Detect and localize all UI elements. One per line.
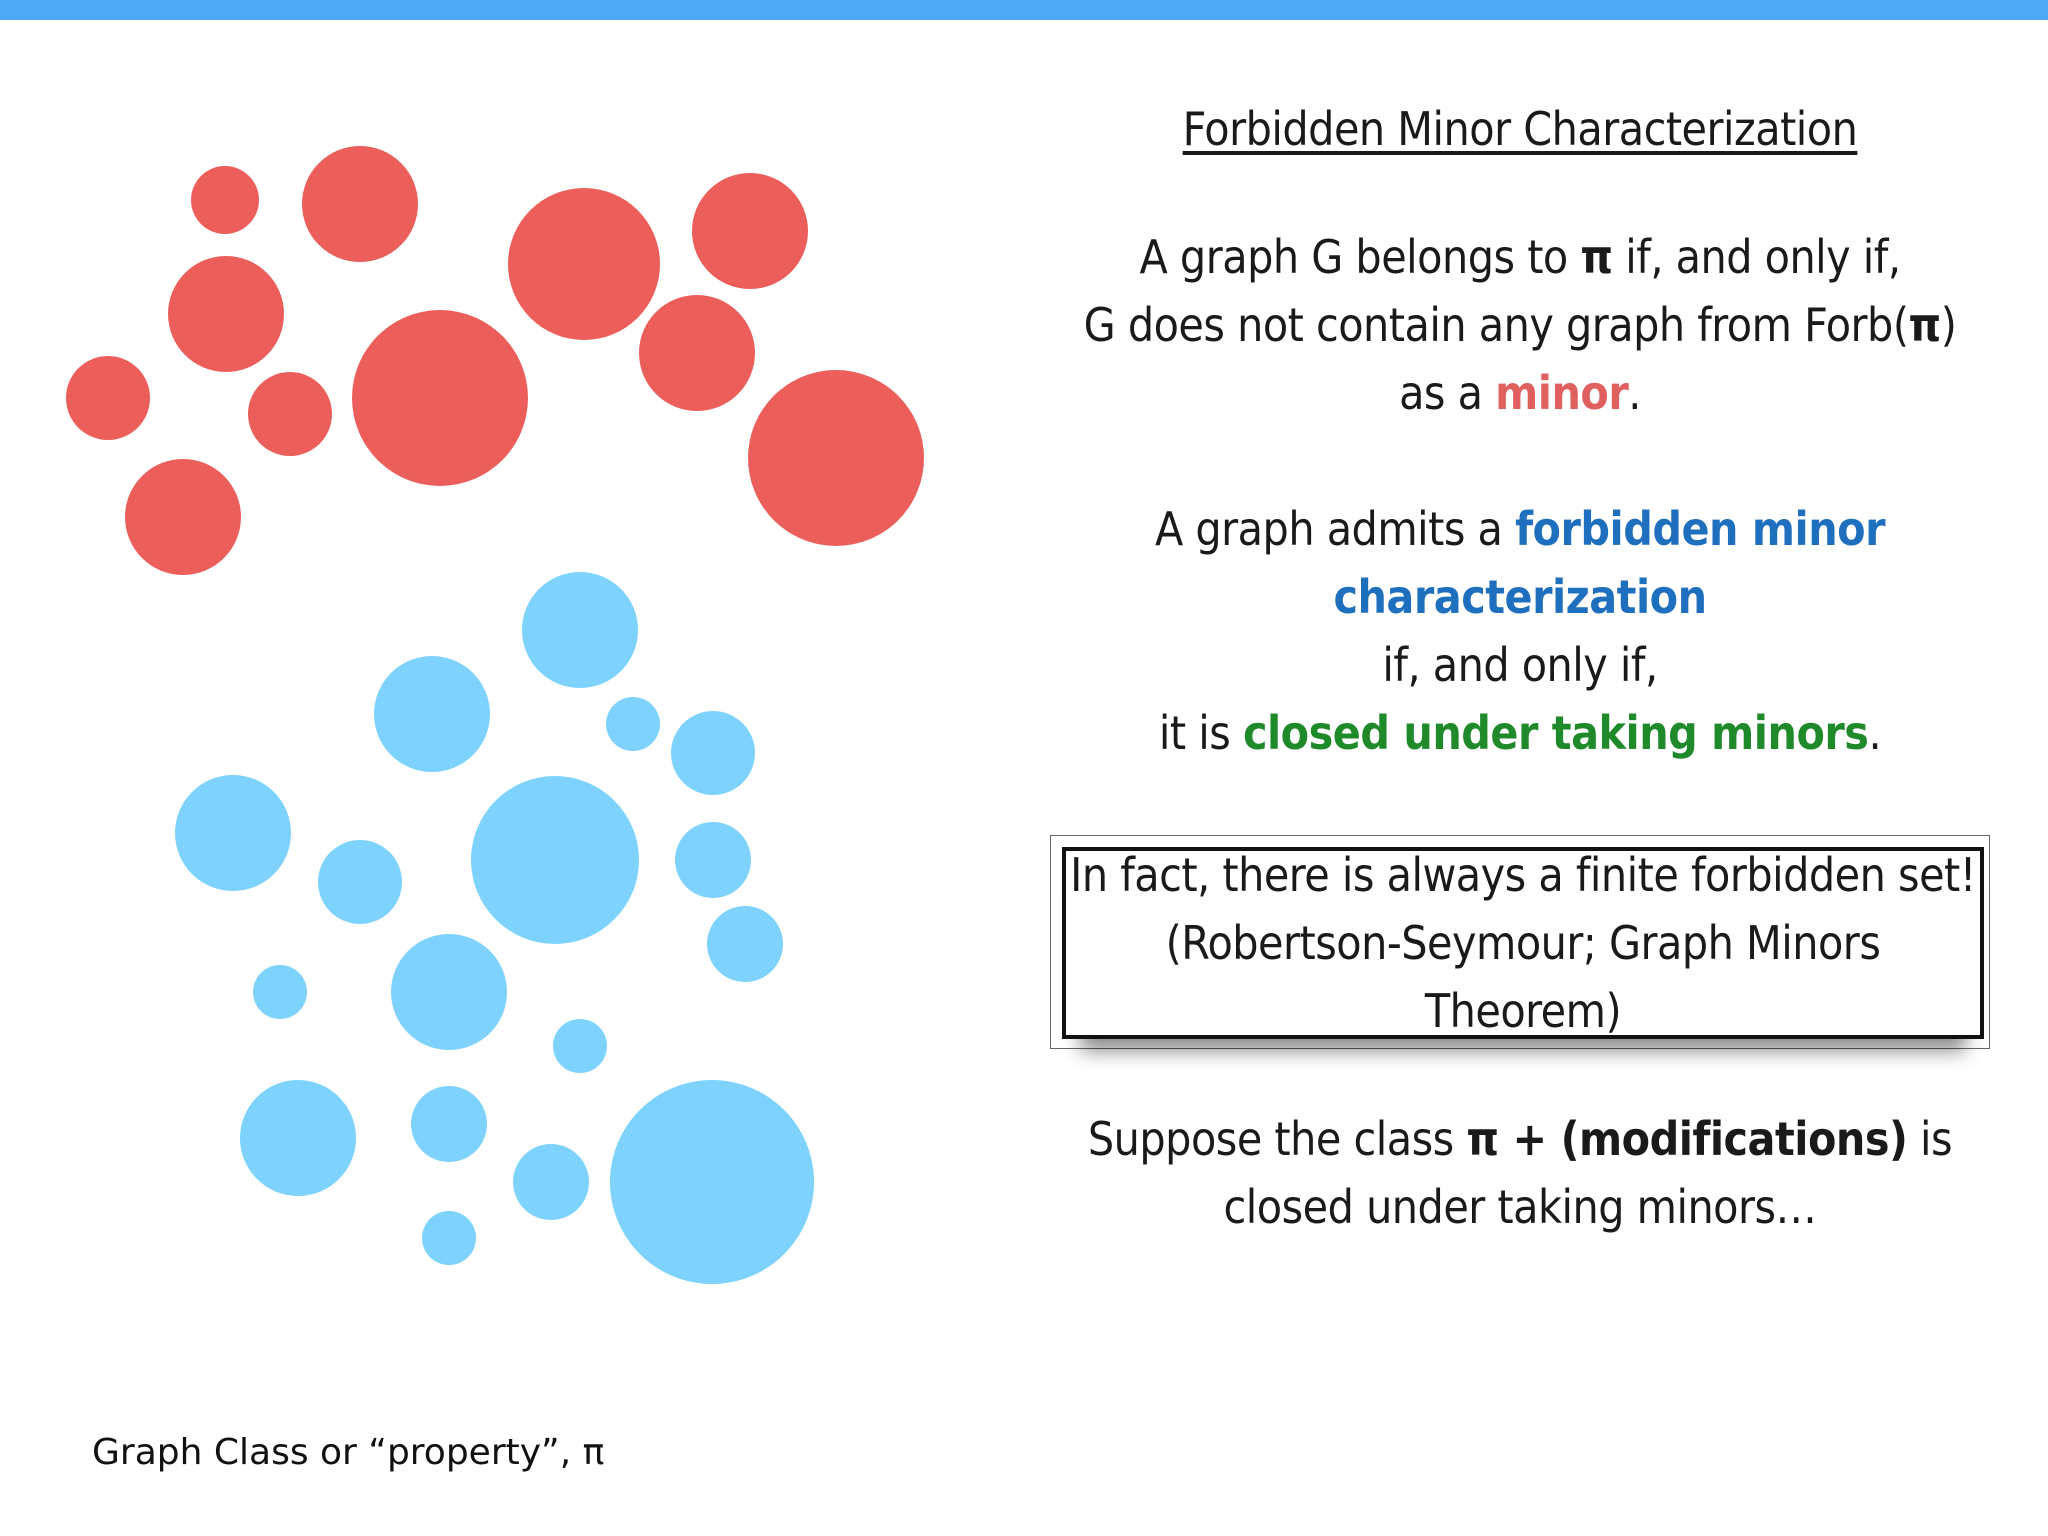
red-circle xyxy=(248,372,332,456)
graph-class-circles xyxy=(0,0,1000,1400)
blue-circle xyxy=(374,656,490,772)
text-span: . xyxy=(1868,706,1882,760)
blue-circle xyxy=(610,1080,814,1284)
blue-circle xyxy=(606,697,660,751)
blue-circle xyxy=(253,965,307,1019)
blue-circle xyxy=(240,1080,356,1196)
slide-text xyxy=(1040,95,2000,1241)
red-circle xyxy=(508,188,660,340)
text-span: it is xyxy=(1158,706,1243,760)
red-circle xyxy=(302,146,418,262)
minor-highlight: minor xyxy=(1495,366,1629,420)
membership-paragraph xyxy=(1040,223,2000,427)
callout-inner xyxy=(1062,847,1984,1039)
blue-circle xyxy=(553,1019,607,1073)
modification-paragraph xyxy=(1040,1105,2000,1241)
membership-line-2 xyxy=(1040,291,2000,359)
blue-circle xyxy=(175,775,291,891)
red-circle xyxy=(639,295,755,411)
modification-line-1 xyxy=(1040,1105,2000,1173)
blue-circle xyxy=(707,906,783,982)
text-span: is xyxy=(1907,1112,1953,1166)
characterization-line-2: if, and only if, xyxy=(1382,638,1658,692)
text-span: if, and only if, xyxy=(1612,230,1901,284)
blue-circle xyxy=(391,934,507,1050)
text-span: ) xyxy=(1940,298,1957,352)
membership-line-1 xyxy=(1040,223,2000,291)
red-circle xyxy=(191,166,259,234)
pi-symbol: π xyxy=(1580,230,1613,284)
pi-symbol: π xyxy=(1908,298,1941,352)
red-circle xyxy=(692,173,808,289)
closed-under-minors-highlight: closed under taking minors xyxy=(1242,706,1869,760)
red-circle xyxy=(352,310,528,486)
text-span: A graph admits a xyxy=(1154,502,1516,556)
text-span: as a xyxy=(1399,366,1496,420)
blue-circle-group xyxy=(175,572,814,1284)
blue-circle xyxy=(675,822,751,898)
text-span: A graph G belongs to xyxy=(1139,230,1581,284)
callout-box xyxy=(1050,835,1990,1085)
blue-circle xyxy=(422,1211,476,1265)
red-circle xyxy=(66,356,150,440)
characterization-line-3 xyxy=(1040,699,2000,767)
blue-circle xyxy=(671,711,755,795)
text-span: . xyxy=(1628,366,1641,420)
red-circle xyxy=(168,256,284,372)
blue-circle xyxy=(411,1086,487,1162)
blue-circle xyxy=(522,572,638,688)
callout-line-1: In fact, there is always a finite forbidden set! xyxy=(1070,848,1976,902)
red-circle-group xyxy=(66,146,924,575)
red-circle xyxy=(748,370,924,546)
graph-class-label: Graph Class or “property”, π xyxy=(92,1432,605,1473)
forbidden-minor-highlight: forbidden minor characterization xyxy=(1333,502,1886,624)
callout-line-2: (Robertson-Seymour; Graph Minors Theorem) xyxy=(1165,916,1881,1038)
characterization-line-1 xyxy=(1040,495,2000,631)
blue-circle xyxy=(471,776,639,944)
blue-circle xyxy=(318,840,402,924)
slide-title: Forbidden Minor Characterization xyxy=(1182,102,1858,156)
modifications-bold: π + (modifications) xyxy=(1466,1112,1908,1166)
text-span: G does not contain any graph from Forb( xyxy=(1083,298,1909,352)
characterization-paragraph xyxy=(1040,495,2000,767)
modification-line-2: closed under taking minors… xyxy=(1223,1180,1817,1234)
membership-line-3 xyxy=(1040,359,2000,427)
blue-circle xyxy=(513,1144,589,1220)
red-circle xyxy=(125,459,241,575)
text-span: Suppose the class xyxy=(1087,1112,1467,1166)
